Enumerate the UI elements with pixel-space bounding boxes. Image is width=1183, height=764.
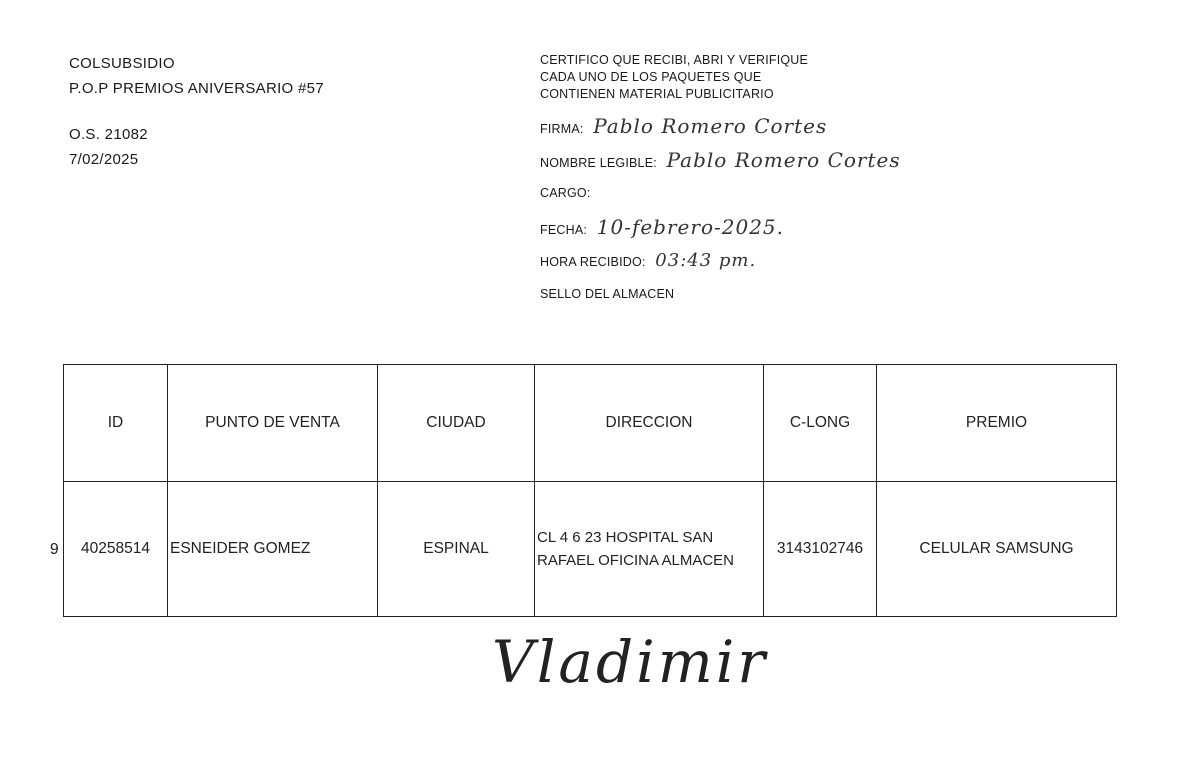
order-date: 7/02/2025 [69, 151, 139, 168]
certificate-line-3: CONTIENEN MATERIAL PUBLICITARIO [540, 87, 774, 101]
fecha-handwritten: 10-febrero-2025. [596, 215, 784, 239]
campaign-name: P.O.P PREMIOS ANIVERSARIO #57 [69, 80, 324, 97]
fecha-label: FECHA: [540, 223, 588, 237]
cargo-field [540, 186, 591, 200]
header-id: ID [64, 365, 168, 482]
nombre-label: NOMBRE LEGIBLE: [540, 156, 657, 170]
certificate-line-2: CADA UNO DE LOS PAQUETES QUE [540, 70, 762, 84]
order-number: O.S. 21082 [69, 126, 148, 143]
header-premio: PREMIO [877, 365, 1117, 482]
cell-id: 40258514 [64, 482, 168, 617]
company-name: COLSUBSIDIO [69, 55, 175, 72]
table-row [64, 482, 1117, 617]
firma-label: FIRMA: [540, 122, 584, 136]
header-direccion: DIRECCION [535, 365, 764, 482]
direccion-line-1: CL 4 6 23 HOSPITAL SAN [537, 529, 714, 546]
fecha-field [540, 215, 784, 239]
cell-premio: CELULAR SAMSUNG [877, 482, 1117, 617]
hora-label: HORA RECIBIDO: [540, 255, 646, 269]
cell-direccion [535, 482, 764, 617]
direccion-line-2: RAFAEL OFICINA ALMACEN [537, 552, 734, 569]
sello-label: SELLO DEL ALMACEN [540, 287, 675, 301]
certificate-block [540, 52, 901, 301]
nombre-field [540, 148, 901, 172]
hora-handwritten: 03:43 pm. [655, 250, 757, 271]
certificate-text [540, 52, 808, 103]
header-ciudad: CIUDAD [378, 365, 535, 482]
sello-field [540, 287, 674, 301]
delivery-table [63, 364, 1117, 617]
cell-ciudad: ESPINAL [378, 482, 535, 617]
row-number: 9 [50, 541, 59, 558]
bottom-handwritten-signature: Vladimir [492, 628, 768, 696]
cell-punto-de-venta: ESNEIDER GOMEZ [168, 482, 378, 617]
cell-c-long: 3143102746 [764, 482, 877, 617]
firma-field [540, 114, 827, 138]
header-left [69, 51, 324, 172]
firma-signature: Pablo Romero Cortes [593, 114, 828, 138]
header-punto-de-venta: PUNTO DE VENTA [168, 365, 378, 482]
nombre-handwritten: Pablo Romero Cortes [666, 148, 901, 172]
hora-field [540, 250, 756, 271]
header-c-long: C-LONG [764, 365, 877, 482]
cargo-label: CARGO: [540, 186, 591, 200]
table-header-row [64, 365, 1117, 482]
certificate-line-1: CERTIFICO QUE RECIBI, ABRI Y VERIFIQUE [540, 53, 809, 67]
